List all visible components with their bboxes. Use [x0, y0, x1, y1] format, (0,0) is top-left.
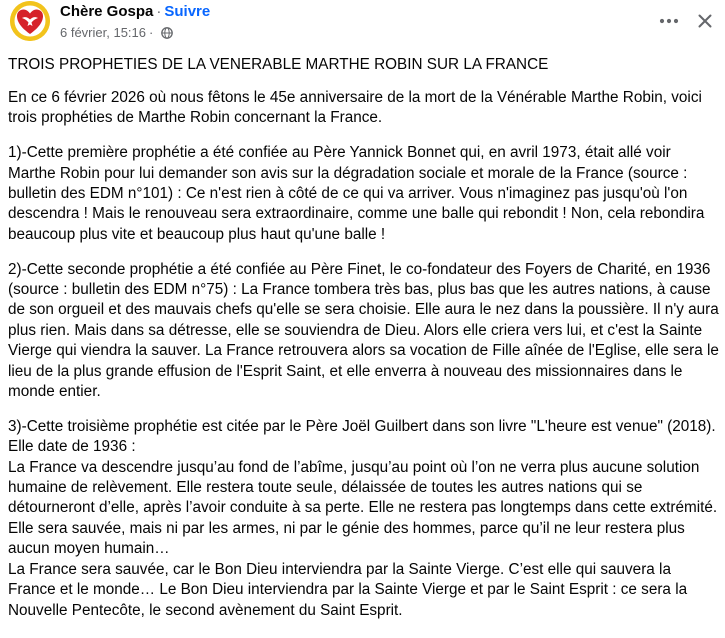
post-header: [8, 0, 718, 46]
post-date[interactable]: 6 février, 15:16: [60, 25, 146, 40]
prophecy-1: 1)-Cette première prophétie a été confiée au Père Yannick Bonnet qui, en avril 1973, était allé voir Marthe Robin pour lui demander son avis sur la dégradation sociale et morale de la France (source : bulletin des EDM n°101) : Ce n'est rien à côté de ce qui va arriver. Vous n'imaginez pas jusqu'où l'on descendra ! Mais le renouveau sera extraordinaire, comme une balle qui rebondit ! Non, cela rebondira beaucoup plus vite et beaucoup plus haut qu'une balle !: [8, 144, 705, 243]
more-options-button[interactable]: [654, 8, 684, 34]
close-icon: [698, 14, 712, 28]
prophecy-3-text-1: La France va descendre jusqu’au fond de l’abîme, jusqu’au point où l’on ne verra plus aucune solution humaine de relèvement. Elle restera toute seule, délaissée de toutes les autres nations qui se détourneront d’elle, après l’avoir conduite à sa perte. Elle ne restera pas longtemps dans cette extrémité. Elle sera sauvée, mais ni par les armes, ni par le génie des hommes, parce qu’il ne leur restera plus aucun moyen humain…: [8, 458, 718, 558]
prophecy-3: [8, 417, 720, 621]
post-intro: En ce 6 février 2026 où nous fêtons le 45e anniversaire de la mort de la Vénérable Marthe Robin, voici trois prophéties de Marthe Robin concernant la France.: [8, 89, 702, 127]
page-name[interactable]: Chère Gospa: [60, 3, 154, 20]
dove-heart-logo-icon: [10, 1, 50, 41]
date-separator: ·: [149, 25, 154, 40]
more-horizontal-icon: [659, 18, 679, 24]
prophecy-3-intro: 3)-Cette troisième prophétie est citée par le Père Joël Guilbert dans son livre "L'heure est venue" (2018). Elle date de 1936 :: [8, 417, 716, 456]
page-name-line: [60, 3, 210, 20]
post-text: [8, 55, 720, 635]
post-meta: [60, 25, 173, 40]
page-avatar[interactable]: [10, 1, 50, 41]
post-title: TROIS PROPHETIES DE LA VENERABLE MARTHE ROBIN SUR LA FRANCE: [8, 56, 549, 73]
name-separator: ·: [156, 3, 162, 20]
close-button[interactable]: [692, 8, 718, 34]
prophecy-3-text-2: La France sera sauvée, car le Bon Dieu interviendra par la Sainte Vierge. C’est elle qui sauvera la France et le monde… Le Bon Dieu interviendra par la Sainte Vierge et par le Saint Esprit : ce sera la Nouvelle Pentecôte, le second avènement du Saint Esprit.: [8, 560, 688, 619]
follow-button[interactable]: Suivre: [164, 3, 211, 20]
globe-icon[interactable]: [161, 27, 173, 39]
prophecy-2: 2)-Cette seconde prophétie a été confiée au Père Finet, le co-fondateur des Foyers de Charité, en 1936 (source : bulletin des EDM n°75) : La France tombera très bas, plus bas que les autres nations, à cause de son orgueil et des mauvais chefs qu'elle se sera choisie. Elle aura le nez dans la poussière. Il n'y aura plus rien. Mais dans sa détresse, elle se souviendra de Dieu. Alors elle criera vers lui, et c'est la Sainte Vierge qui viendra la sauver. La France retrouvera alors sa vocation de Fille aînée de l'Eglise, elle sera le lieu de la plus grande effusion de l'Esprit Saint, et elle enverra à nouveau des missionnaires dans le monde entier.: [8, 260, 719, 401]
